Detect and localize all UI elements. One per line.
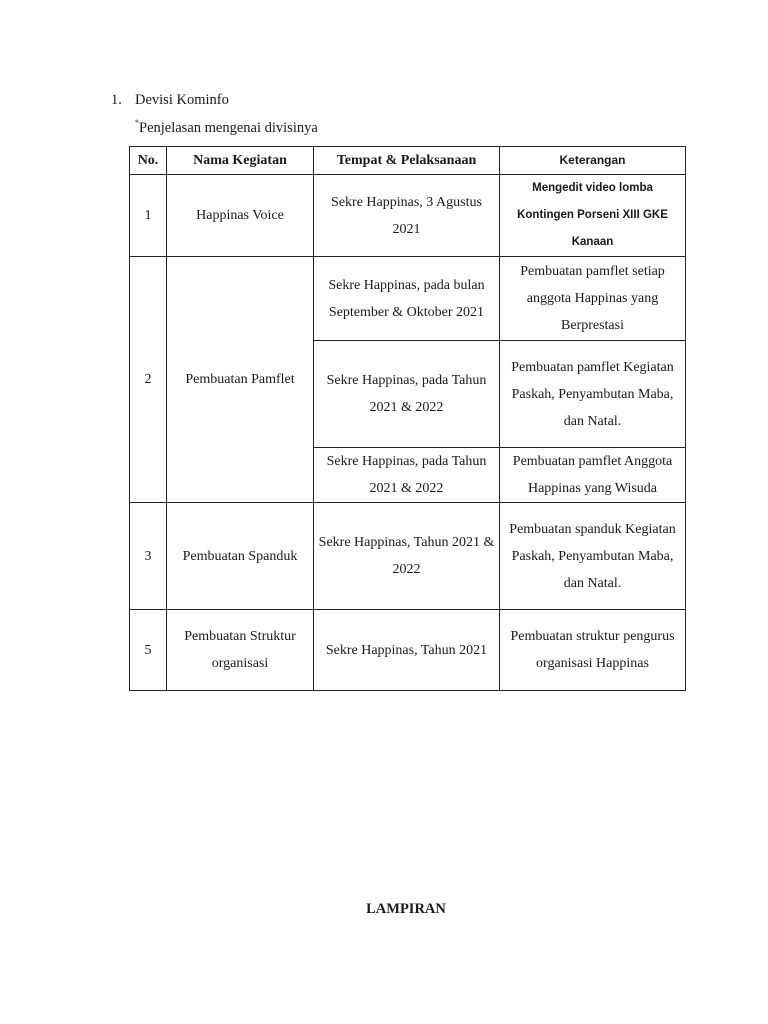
header-nama-kegiatan: Nama Kegiatan	[167, 147, 314, 175]
cell-no: 5	[130, 610, 167, 691]
cell-kegiatan: Pembuatan Pamflet	[167, 257, 314, 503]
cell-tempat: Sekre Happinas, Tahun 2021	[314, 610, 500, 691]
cell-keterangan: Mengedit video lomba Kontingen Porseni XIII GKE Kanaan	[500, 175, 686, 257]
table-row	[130, 610, 686, 691]
cell-keterangan: Pembuatan pamflet Anggota Happinas yang Wisuda	[500, 448, 686, 503]
cell-keterangan: Pembuatan struktur pengurus organisasi Happinas	[500, 610, 686, 691]
lampiran-title: LAMPIRAN	[366, 901, 446, 917]
table-row	[130, 503, 686, 610]
cell-keterangan: Pembuatan pamflet setiap anggota Happinas yang Berprestasi	[500, 257, 686, 341]
header-tempat-pelaksanaan: Tempat & Pelaksanaan	[314, 147, 500, 175]
note-text: Penjelasan mengenai divisinya	[139, 119, 318, 136]
section-note	[135, 119, 318, 137]
note-asterisk: *	[135, 118, 139, 127]
cell-no: 2	[130, 257, 167, 503]
cell-tempat: Sekre Happinas, 3 Agustus 2021	[314, 175, 500, 257]
table-row	[130, 175, 686, 257]
cell-tempat: Sekre Happinas, pada Tahun 2021 & 2022	[314, 448, 500, 503]
cell-tempat: Sekre Happinas, Tahun 2021 & 2022	[314, 503, 500, 610]
cell-keterangan: Pembuatan pamflet Kegiatan Paskah, Penyambutan Maba, dan Natal.	[500, 341, 686, 448]
section-number: 1.	[111, 92, 122, 108]
section-title: Devisi Kominfo	[135, 92, 229, 108]
cell-kegiatan: Pembuatan Struktur organisasi	[167, 610, 314, 691]
cell-tempat: Sekre Happinas, pada bulan September & Oktober 2021	[314, 257, 500, 341]
section-heading	[111, 92, 229, 109]
cell-kegiatan: Happinas Voice	[167, 175, 314, 257]
cell-no: 1	[130, 175, 167, 257]
table-header-row	[130, 147, 686, 175]
cell-keterangan: Pembuatan spanduk Kegiatan Paskah, Penyambutan Maba, dan Natal.	[500, 503, 686, 610]
activity-table	[129, 146, 686, 691]
header-keterangan: Keterangan	[500, 147, 686, 175]
cell-kegiatan: Pembuatan Spanduk	[167, 503, 314, 610]
cell-tempat: Sekre Happinas, pada Tahun 2021 & 2022	[314, 341, 500, 448]
cell-no: 3	[130, 503, 167, 610]
table-row	[130, 257, 686, 341]
header-no: No.	[130, 147, 167, 175]
